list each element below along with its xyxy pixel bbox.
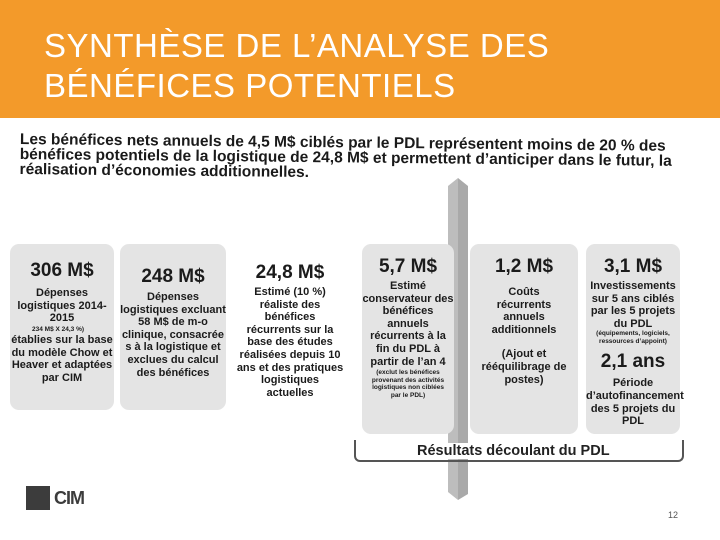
- card-amount-secondary: 2,1 ans: [600, 351, 666, 373]
- card-text: Coûts récurrents annuels additionnels: [491, 286, 557, 336]
- card-text: Estimé conservateur des bénéfices annuels récurrents à la fin du PDL à partir de l’an 4: [362, 280, 454, 368]
- card-text: Investissements sur 5 ans ciblés par les 5 projets du PDL: [590, 280, 676, 330]
- card-amount: 5,7 M$: [378, 256, 438, 277]
- card-note: 234 M$ X 24,3 %): [32, 325, 85, 333]
- benefit-card-306: [10, 244, 114, 410]
- benefit-card-248: [120, 244, 226, 410]
- page-number: 12: [668, 510, 679, 520]
- card-text-secondary: établies sur la base du modèle Chow et Heaver et adaptées par CIM: [11, 334, 113, 385]
- card-text-secondary: (Ajout et rééquilibrage de postes): [481, 348, 567, 386]
- card-text-secondary: Période d’autofinancement des 5 projets du PDL: [586, 377, 684, 428]
- cim-logo-icon: [26, 486, 50, 510]
- card-amount: 248 M$: [141, 266, 205, 287]
- card-amount: 306 M$: [30, 260, 94, 281]
- card-note: (exclut les bénéfices provenant des activités logistiques non ciblées par le PDL): [371, 369, 445, 399]
- benefit-card-1-2: [470, 244, 578, 434]
- card-amount: 1,2 M$: [494, 256, 554, 277]
- benefit-card-5-7: [362, 244, 454, 434]
- slide-title: SYNTHÈSE DE L’ANALYSE DES BÉNÉFICES POTENTIELS: [44, 27, 550, 104]
- card-text: Estimé (10 %) réaliste des bénéfices récurrents sur la base des études réalisées depuis 10 ans et des pratiques logistiques actuelles: [236, 286, 344, 399]
- card-amount: 24,8 M$: [255, 262, 325, 283]
- card-note: (équipements, logiciels, ressources d’appoint): [596, 330, 670, 345]
- results-label: Résultats découlant du PDL: [414, 443, 613, 459]
- card-text: Dépenses logistiques 2014-2015: [17, 287, 107, 325]
- cim-logo-text: CIM: [54, 488, 84, 508]
- card-amount: 3,1 M$: [603, 256, 663, 277]
- card-text: Dépenses logistiques excluant 58 M$ de m-o clinique, consacrée s à la logistique et exclues du calcul des bénéfices: [120, 291, 226, 379]
- benefit-card-3-1: [586, 244, 684, 434]
- intro-statement: Les bénéfices nets annuels de 4,5 M$ ciblés par le PDL représentent moins de 20 % des bénéfices potentiels de la logistique de 24,8 M$ et permettent d’anticiper dans le futur, la réalisation d’économies additionnelles.: [19, 131, 672, 182]
- cim-logo: [26, 486, 116, 510]
- benefit-card-24-8: [236, 248, 344, 414]
